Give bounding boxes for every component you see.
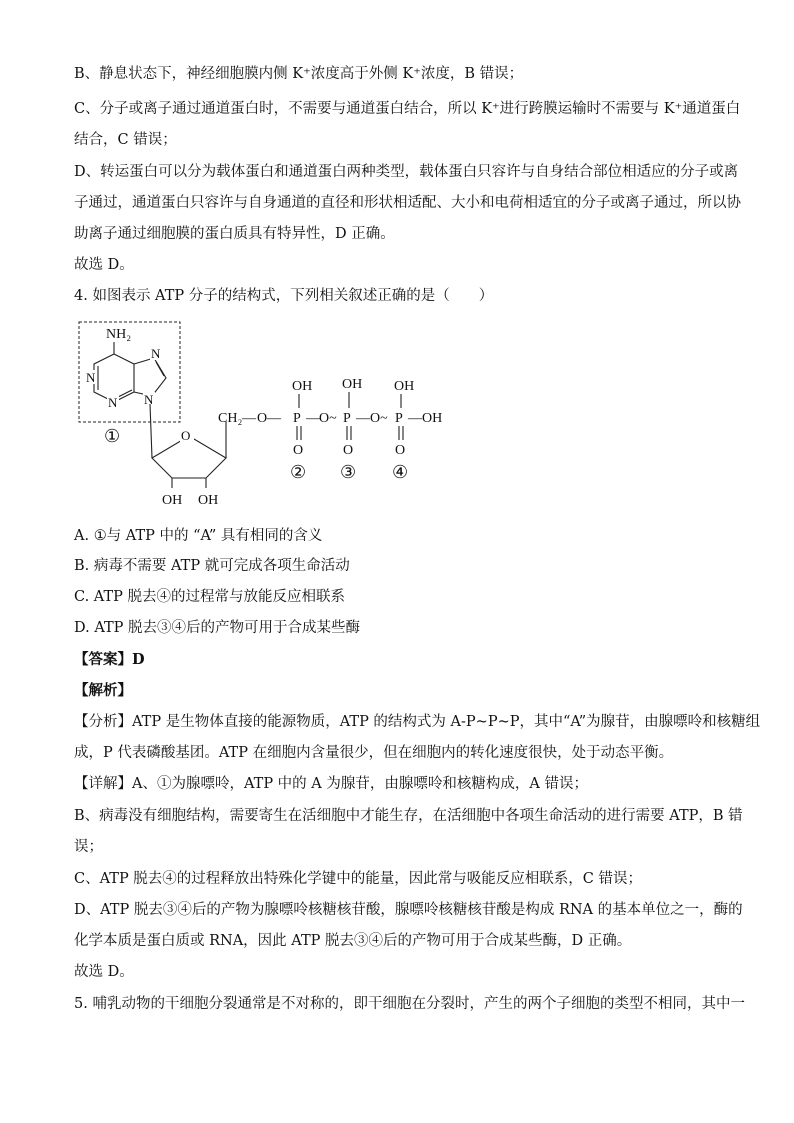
n-atom: N — [144, 392, 154, 407]
text-line: 结合，C 错误； — [74, 132, 177, 148]
analysis-line: 误； — [74, 839, 103, 855]
n-atom: N — [151, 346, 161, 361]
oh-label: OH — [342, 377, 363, 392]
analysis-line: 故选 D。 — [74, 964, 134, 980]
bond-dash: — — [408, 411, 422, 426]
n-atom: N — [108, 395, 118, 410]
option-c: C. ATP 脱去④的过程常与放能反应相联系 — [74, 589, 346, 605]
analysis-line: C、ATP 脱去④的过程释放出特殊化学键中的能量，因此常与吸能反应相联系，C 错误； — [74, 871, 643, 887]
o-tilde: O~ — [319, 411, 337, 426]
oh-label: OH — [292, 379, 313, 394]
o-tilde: O~ — [370, 411, 388, 426]
analysis-line: 【详解】A、①为腺嘌呤，ATP 中的 A 为腺苷，由腺嘌呤和核糖构成，A 错误； — [74, 776, 588, 792]
text-line: B、静息状态下，神经细胞膜内侧 K⁺浓度高于外侧 K⁺浓度，B 错误； — [74, 66, 524, 82]
next-question-stem: 5. 哺乳动物的干细胞分裂通常是不对称的，即干细胞在分裂时，产生的两个子细胞的类型不相同，其中一 — [74, 996, 745, 1012]
n-atom: N — [86, 370, 96, 385]
text-line: D、转运蛋白可以分为载体蛋白和通道蛋白两种类型，载体蛋白只容许与自身结合部位相适应的分子或离 — [74, 164, 739, 180]
label-1: ① — [104, 426, 121, 446]
o-atom: O — [343, 443, 354, 458]
p-atom: P — [343, 411, 351, 426]
question-stem: 4. 如图表示 ATP 分子的结构式，下列相关叙述正确的是（ ） — [74, 288, 494, 304]
label-4: ④ — [392, 462, 409, 482]
text-line: 子通过，通道蛋白只容许与自身通道的直径和形状相适配、大小和电荷相适宜的分子或离子通过，所以协 — [74, 195, 741, 211]
o-atom: O — [181, 428, 191, 443]
analysis-heading: 【解析】 — [74, 682, 132, 699]
oh-label: OH — [394, 379, 415, 394]
oh-label: OH — [162, 493, 183, 508]
o-link-1: — — [242, 411, 256, 426]
answer-label: 【答案】D — [74, 651, 145, 668]
analysis-line: 【分析】ATP 是生物体直接的能源物质，ATP 的结构式为 A-P~P~P，其中“A”为腺苷，由腺嘌呤和核糖组 — [74, 714, 761, 730]
option-b: B. 病毒不需要 ATP 就可完成各项生命活动 — [74, 558, 350, 574]
analysis-line: 成，P 代表磷酸基团。ATP 在细胞内含量很少，但在细胞内的转化速度很快，处于动态平衡。 — [74, 745, 674, 761]
adenine-five-ring — [134, 358, 166, 396]
p-atom: P — [395, 411, 403, 426]
oh-label: OH — [198, 493, 219, 508]
bond-dash: — — [356, 411, 370, 426]
ch2-label: CH₂ — [218, 411, 243, 426]
bond-dash: — — [267, 411, 281, 426]
analysis-line: 化学本质是蛋白质或 RNA，因此 ATP 脱去③④后的产物可用于合成某些酶，D 正确。 — [74, 933, 632, 949]
bond-dash: — — [306, 411, 320, 426]
o-atom: O — [395, 443, 406, 458]
atp-structure-diagram — [74, 318, 474, 518]
adenine-six-ring — [94, 342, 134, 402]
o-atom: O — [257, 411, 268, 426]
oh-label: OH — [422, 411, 443, 426]
analysis-line: D、ATP 脱去③④后的产物为腺嘌呤核糖核苷酸，腺嘌呤核糖核苷酸是构成 RNA 的基本单位之一，酶的 — [74, 902, 743, 918]
option-a: A. ①与 ATP 中的 “A” 具有相同的含义 — [74, 528, 323, 544]
o-atom: O — [293, 443, 304, 458]
option-d: D. ATP 脱去③④后的产物可用于合成某些酶 — [74, 620, 361, 636]
label-3: ③ — [340, 462, 357, 482]
p-atom: P — [293, 411, 301, 426]
nh2-label: NH₂ — [106, 327, 132, 342]
text-line: 助离子通过细胞膜的蛋白质具有特异性，D 正确。 — [74, 226, 395, 242]
text-line: 故选 D。 — [74, 257, 134, 273]
label-2: ② — [290, 462, 307, 482]
text-line: C、分子或离子通过通道蛋白时，不需要与通道蛋白结合，所以 K⁺进行跨膜运输时不需要与 K⁺通道蛋白 — [74, 101, 741, 117]
analysis-line: B、病毒没有细胞结构，需要寄生在活细胞中才能生存，在活细胞中各项生命活动的进行需要 ATP，B 错 — [74, 808, 743, 824]
